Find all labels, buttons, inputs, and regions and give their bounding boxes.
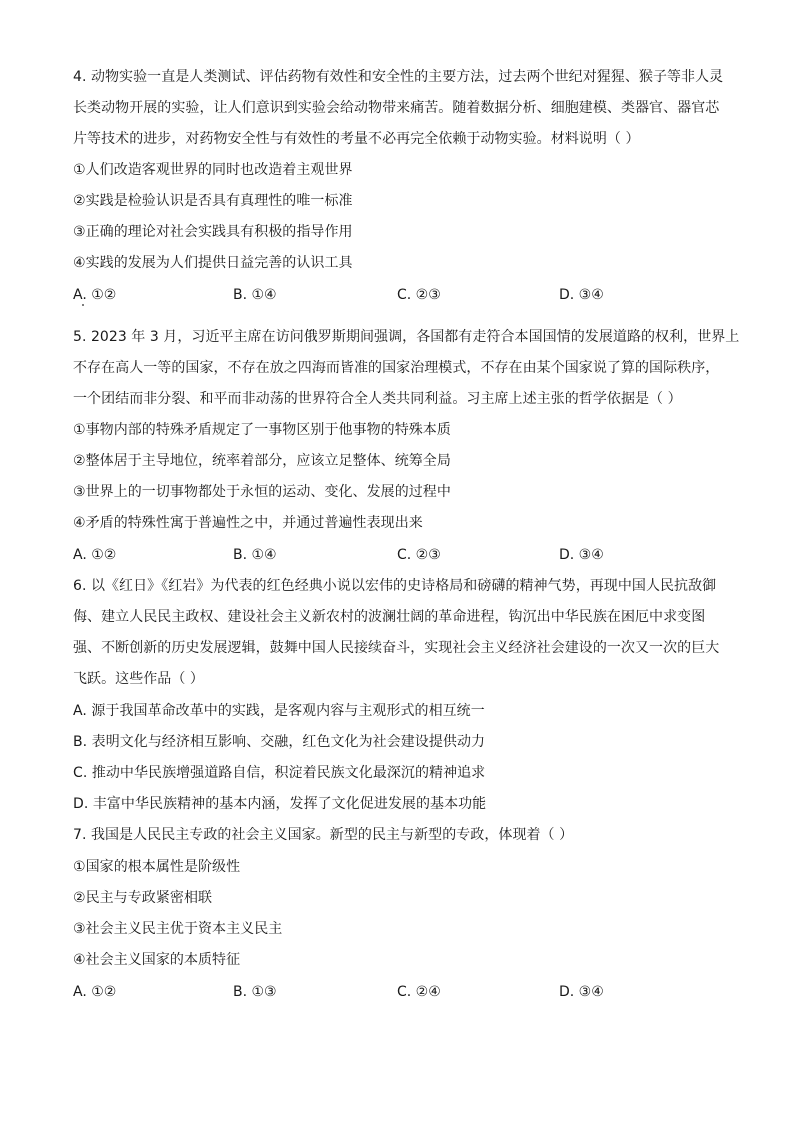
q6-option-c: C. 推动中华民族增强道路自信，积淀着民族文化最深沉的精神追求 <box>73 765 486 781</box>
q4-option-c: C. ②③ <box>397 287 441 303</box>
q5-option-b: B. ①④ <box>233 547 277 563</box>
q7-option-b: B. ①③ <box>233 984 277 1000</box>
q6-stem-line-4: 飞跃。这些作品（ ） <box>73 671 204 687</box>
q7-option-a: A. ①② <box>73 984 117 1000</box>
q7-options <box>73 983 733 1001</box>
q4-statement-3: ③正确的理论对社会实践具有积极的指导作用 <box>73 224 353 240</box>
q7-statement-3: ③社会主义民主优于资本主义民主 <box>73 921 283 937</box>
q4-statement-1: ①人们改造客观世界的同时也改造着主观世界 <box>73 162 353 178</box>
q6-option-b: B. 表明文化与经济相互影响、交融，红色文化为社会建设提供动力 <box>73 734 486 750</box>
q5-stem-line-2: 不存在高人一等的国家，不存在放之四海而皆准的国家治理模式，不存在由某个国家说了算的国际秩序， <box>73 360 720 376</box>
q7-statement-1: ①国家的根本属性是阶级性 <box>73 859 241 875</box>
q5-statement-1: ①事物内部的特殊矛盾规定了一事物区别于他事物的特殊本质 <box>73 422 451 438</box>
q7-statement-2: ②民主与专政紧密相联 <box>73 890 213 906</box>
q4-option-d: D. ③④ <box>559 287 604 303</box>
q6-stem-line-1: 6. 以《红日》《红岩》为代表的红色经典小说以宏伟的史诗格局和磅礴的精神气势，再现中国人民抗敌御 <box>73 578 717 594</box>
q5-stem-line-3: 一个团结而非分裂、和平而非动荡的世界符合全人类共同利益。习主席上述主张的哲学依据是（ ） <box>73 391 682 407</box>
q4-option-a: A. ①② <box>73 287 117 303</box>
q5-statement-4: ④矛盾的特殊性寓于普遍性之中，并通过普遍性表现出来 <box>73 515 423 531</box>
q7-statement-4: ④社会主义国家的本质特征 <box>73 952 241 968</box>
q5-stem-line-1: 5. 2023 年 3 月，习近平主席在访问俄罗斯期间强调，各国都有走符合本国国情的发展道路的权利，世界上 <box>73 329 740 345</box>
q4-stem-line-1: 4. 动物实验一直是人类测试、评估药物有效性和安全性的主要方法，过去两个世纪对猩猩、猴子等非人灵 <box>73 69 724 85</box>
q4-stem-line-3: 片等技术的进步，对药物安全性与有效性的考量不必再完全依赖于动物实验。材料说明（ ） <box>73 131 640 147</box>
q5-option-d: D. ③④ <box>559 547 604 563</box>
stray-dot-mark <box>82 304 84 306</box>
q6-stem-line-3: 强、不断创新的历史发展逻辑，鼓舞中国人民接续奋斗，实现社会主义经济社会建设的一次又一次的巨大 <box>73 640 720 656</box>
q5-statement-2: ②整体居于主导地位，统率着部分，应该立足整体、统筹全局 <box>73 453 451 469</box>
q4-options <box>73 286 733 304</box>
q5-options <box>73 546 733 564</box>
q7-stem-line-1: 7. 我国是人民民主专政的社会主义国家。新型的民主与新型的专政，体现着（ ） <box>73 827 574 843</box>
q4-statement-4: ④实践的发展为人们提供日益完善的认识工具 <box>73 255 353 271</box>
q4-statement-2: ②实践是检验认识是否具有真理性的唯一标准 <box>73 193 353 209</box>
q4-option-b: B. ①④ <box>233 287 277 303</box>
q5-statement-3: ③世界上的一切事物都处于永恒的运动、变化、发展的过程中 <box>73 484 451 500</box>
q6-stem-line-2: 侮、建立人民民主政权、建设社会主义新农村的波澜壮阔的革命进程，钩沉出中华民族在困厄中求变图 <box>73 609 706 625</box>
q7-option-c: C. ②④ <box>397 984 441 1000</box>
q4-stem-line-2: 长类动物开展的实验，让人们意识到实验会给动物带来痛苦。随着数据分析、细胞建模、类器官、器官芯 <box>73 100 720 116</box>
q5-option-a: A. ①② <box>73 547 117 563</box>
q7-option-d: D. ③④ <box>559 984 604 1000</box>
q6-option-d: D. 丰富中华民族精神的基本内涵，发挥了文化促进发展的基本功能 <box>73 796 487 812</box>
q5-option-c: C. ②③ <box>397 547 441 563</box>
q6-option-a: A. 源于我国革命改革中的实践，是客观内容与主观形式的相互统一 <box>73 703 485 719</box>
